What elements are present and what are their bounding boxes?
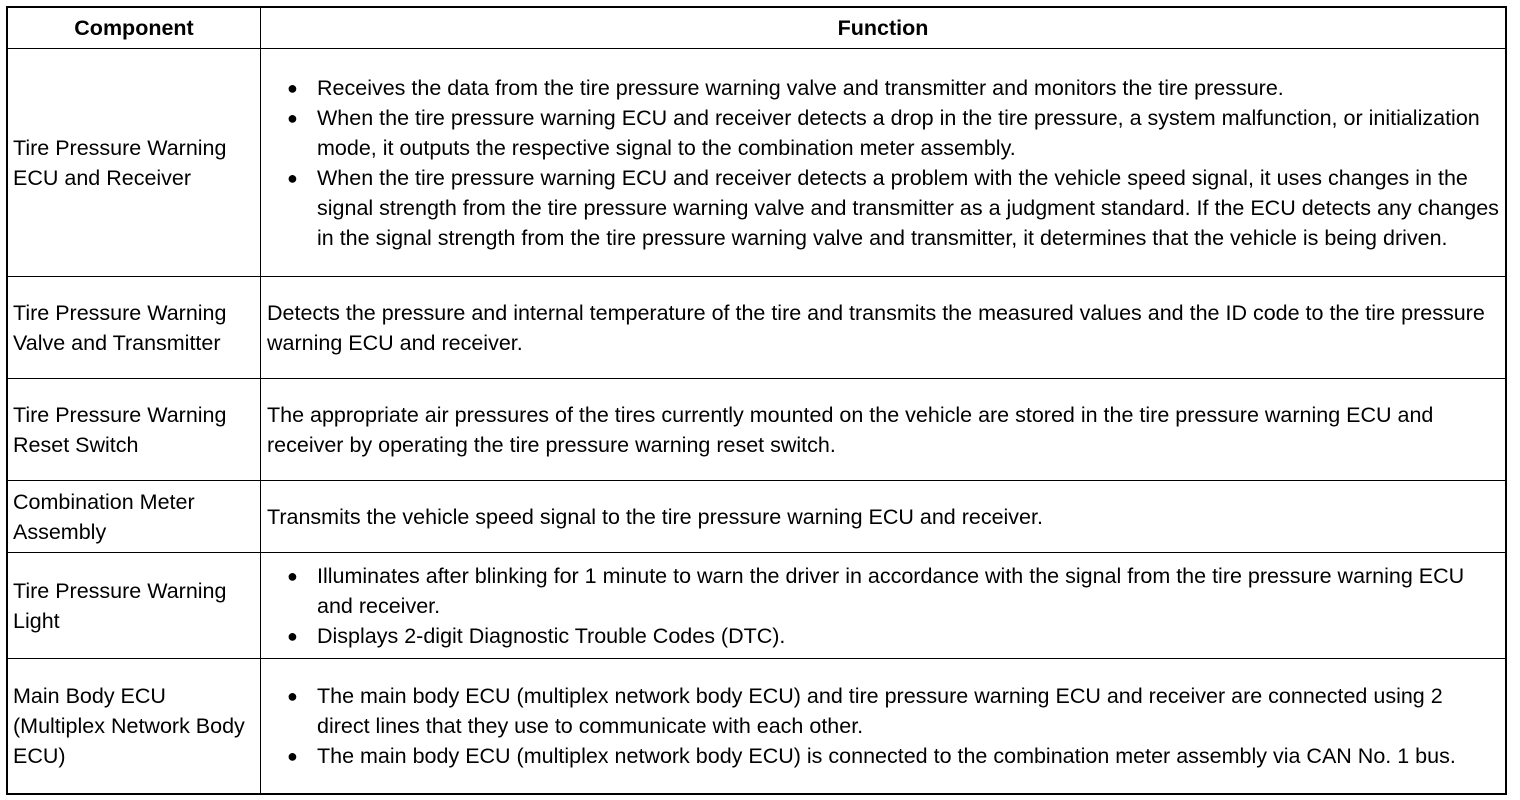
function-text: Detects the pressure and internal temperature of the tire and transmits the measured values and the ID code to the tire pressure warning ECU and receiver. [261,277,1507,379]
table-row [7,277,1506,379]
component-name: Combination Meter Assembly [7,481,261,553]
table-row [7,659,1506,794]
component-function-table [6,6,1507,795]
function-bullet-list [267,561,1501,651]
function-cell [261,659,1507,794]
function-cell [261,553,1507,659]
function-bullet: ● The main body ECU (multiplex network body ECU) is connected to the combination meter assembly via CAN No. 1 bus. [267,741,1501,771]
function-column-header: Function [261,7,1507,49]
function-cell [261,49,1507,277]
table-header-row [7,7,1506,49]
function-text: The appropriate air pressures of the tires currently mounted on the vehicle are stored in the tire pressure warning ECU and receiver by operating the tire pressure warning reset switch. [261,379,1507,481]
function-text: Transmits the vehicle speed signal to the tire pressure warning ECU and receiver. [261,481,1507,553]
table-row [7,49,1506,277]
function-bullet-list [267,73,1501,253]
function-bullet: ● When the tire pressure warning ECU and receiver detects a drop in the tire pressure, a system malfunction, or initialization mode, it outputs the respective signal to the combination meter assembly. [267,103,1501,163]
component-name: Tire Pressure Warning Light [7,553,261,659]
function-bullet: ● The main body ECU (multiplex network body ECU) and tire pressure warning ECU and receiver are connected using 2 direct lines that they use to communicate with each other. [267,681,1501,741]
component-name: Tire Pressure Warning ECU and Receiver [7,49,261,277]
component-name: Tire Pressure Warning Reset Switch [7,379,261,481]
table-row [7,481,1506,553]
table-row [7,379,1506,481]
function-bullet: ● Receives the data from the tire pressure warning valve and transmitter and monitors the tire pressure. [267,73,1501,103]
function-bullet: ● When the tire pressure warning ECU and receiver detects a problem with the vehicle speed signal, it uses changes in the signal strength from the tire pressure warning valve and transmitter as a judgment standard. If the ECU detects any changes in the signal strength from the tire pressure warning valve and transmitter, it determines that the vehicle is being driven. [267,163,1501,253]
component-name: Main Body ECU (Multiplex Network Body ECU) [7,659,261,794]
table-row [7,553,1506,659]
function-bullet: ● Displays 2-digit Diagnostic Trouble Codes (DTC). [267,621,1501,651]
component-name: Tire Pressure Warning Valve and Transmitter [7,277,261,379]
component-column-header: Component [7,7,261,49]
function-bullet: ● Illuminates after blinking for 1 minute to warn the driver in accordance with the signal from the tire pressure warning ECU and receiver. [267,561,1501,621]
function-bullet-list [267,681,1501,771]
